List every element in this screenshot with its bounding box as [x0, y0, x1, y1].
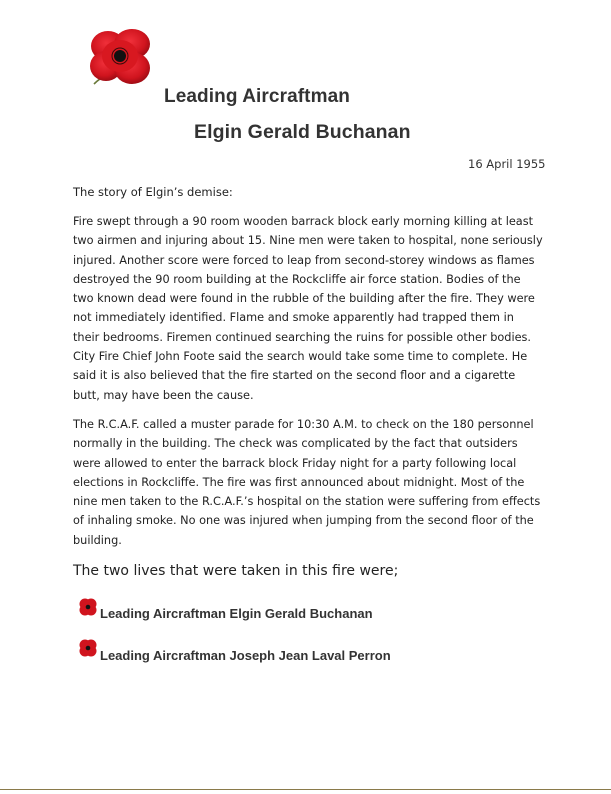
- paragraph: The R.C.A.F. called a muster parade for 10:30 A.M. to check on the 180 personnel normally in the building. The check was complicated by the fact that outsiders were allowed to enter the barrack block Friday night for a party following local elections in Rockcliffe. The fire was first announced about midnight. Most of the nine men taken to the R.C.A.F.’s hospital on the station were suffering from effects of inhaling smoke. No one was injured when jumping from the second floor of the building.: [73, 418, 541, 547]
- footer-rule: [0, 789, 611, 790]
- intro-text: The story of Elgin’s demise:: [73, 185, 233, 199]
- lives-heading: The two lives that were taken in this fire were;: [73, 563, 399, 579]
- document-date: 16 April 1955: [468, 157, 546, 171]
- victim-name: Leading Aircraftman Joseph Jean Laval Perron: [100, 648, 391, 663]
- poppy-icon: [86, 24, 158, 92]
- poppy-bullet-icon: [78, 597, 98, 617]
- victim-name: Leading Aircraftman Elgin Gerald Buchanan: [100, 606, 373, 621]
- title-name: Elgin Gerald Buchanan: [194, 121, 411, 143]
- title-rank: Leading Aircraftman: [164, 86, 350, 107]
- poppy-bullet-icon: [78, 638, 98, 658]
- paragraph: Fire swept through a 90 room wooden barrack block early morning killing at least two airmen and injuring about 15. Nine men were taken to hospital, none seriously injured. Another score were forced to leap from second-storey windows as flames destroyed the 90 room building at the Rockcliffe air force station. Bodies of the two known dead were found in the rubble of the building after the fire. They were not immediately identified. Flame and smoke apparently had trapped them in their bedrooms. Firemen continued searching the ruins for possible other bodies. City Fire Chief John Foote said the search would take some time to complete. He said it is also believed that the fire started on the second floor and a cigarette butt, may have been the cause.: [73, 215, 543, 402]
